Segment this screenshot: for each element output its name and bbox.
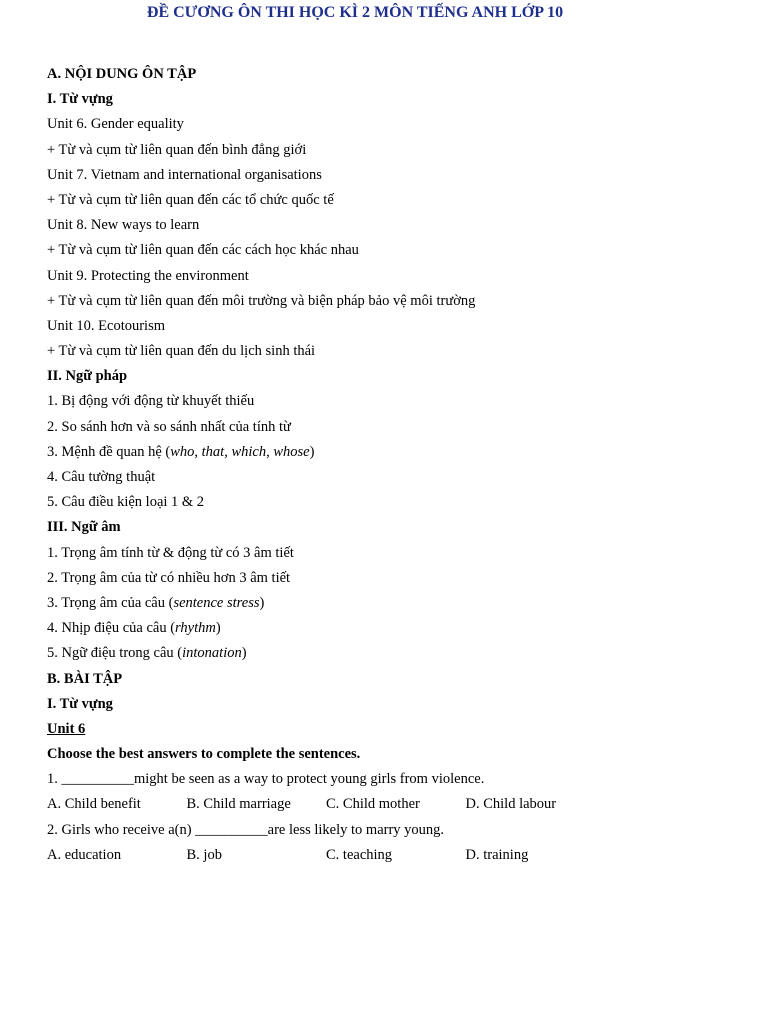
answer-option-d: D. training xyxy=(465,846,529,863)
grammar-item: 5. Câu điều kiện loại 1 & 2 xyxy=(47,494,205,511)
phonetics-item-text: 4. Nhịp điệu của câu ( xyxy=(47,620,176,637)
unit-description: + Từ và cụm từ liên quan đến môi trường và biện pháp bảo vệ môi trường xyxy=(47,292,476,309)
phonetics-item-term: sentence stress xyxy=(173,594,260,611)
answer-options xyxy=(47,792,737,817)
unit-title: Unit 8. New ways to learn xyxy=(47,217,200,234)
vocab-heading: I. Từ vựng xyxy=(47,91,113,108)
question-text: 2. Girls who receive a(n) __________are less likely to marry young. xyxy=(47,821,445,838)
grammar-item-example: who, that, which, whose xyxy=(170,443,310,460)
phonetics-item-term: intonation xyxy=(182,645,242,662)
grammar-item xyxy=(47,440,737,465)
phonetics-item: 2. Trọng âm của từ có nhiều hơn 3 âm tiết xyxy=(47,569,291,586)
answer-option-b: B. Child marriage xyxy=(186,796,291,813)
answer-option-c: C. Child mother xyxy=(326,796,420,813)
answer-option-d: D. Child labour xyxy=(465,796,557,813)
unit-label: Unit 6 xyxy=(47,720,86,737)
unit-title: Unit 9. Protecting the environment xyxy=(47,267,249,284)
phonetics-item-text: 3. Trọng âm của câu ( xyxy=(47,594,174,611)
phonetics-item-term: rhythm xyxy=(175,620,216,637)
exercise-instruction: Choose the best answers to complete the sentences. xyxy=(47,746,361,763)
answer-option-a: A. Child benefit xyxy=(47,796,141,813)
document-body xyxy=(47,62,737,868)
phonetics-item xyxy=(47,616,737,641)
unit-description: + Từ và cụm từ liên quan đến các cách học khác nhau xyxy=(47,242,359,259)
answer-options xyxy=(47,843,737,868)
phonetics-item xyxy=(47,641,737,666)
grammar-item-text: 3. Mệnh đề quan hệ ( xyxy=(47,443,171,460)
unit-title: Unit 10. Ecotourism xyxy=(47,317,166,334)
phonetics-item-text: ) xyxy=(241,645,247,662)
unit-description: + Từ và cụm từ liên quan đến du lịch sinh thái xyxy=(47,343,316,360)
phonetics-item-text: ) xyxy=(259,594,265,611)
unit-description: + Từ và cụm từ liên quan đến bình đẳng giới xyxy=(47,141,307,158)
grammar-heading: II. Ngữ pháp xyxy=(47,368,128,385)
grammar-item-text: ) xyxy=(309,443,315,460)
unit-description: + Từ và cụm từ liên quan đến các tổ chức quốc tế xyxy=(47,191,334,208)
section-a-heading: A. NỘI DUNG ÔN TẬP xyxy=(47,66,197,82)
phonetics-item-text: 5. Ngữ điệu trong câu ( xyxy=(47,645,183,662)
answer-option-a: A. education xyxy=(47,846,122,863)
unit-title: Unit 7. Vietnam and international organisations xyxy=(47,166,322,183)
phonetics-heading: III. Ngữ âm xyxy=(47,519,121,536)
phonetics-item-text: ) xyxy=(215,620,221,637)
question-text: 1. __________might be seen as a way to protect young girls from violence. xyxy=(47,771,485,788)
document-title: ĐỀ CƯƠNG ÔN THI HỌC KÌ 2 MÔN TIẾNG ANH LỚP 10 xyxy=(146,4,564,21)
grammar-item: 4. Câu tường thuật xyxy=(47,469,156,485)
exercise-vocab-heading: I. Từ vựng xyxy=(47,695,113,712)
phonetics-item xyxy=(47,591,737,616)
unit-label-line xyxy=(47,717,737,742)
answer-option-c: C. teaching xyxy=(326,846,393,863)
unit-title: Unit 6. Gender equality xyxy=(47,116,184,133)
section-b-heading: B. BÀI TẬP xyxy=(47,670,123,687)
phonetics-item: 1. Trọng âm tính từ & động từ có 3 âm tiết xyxy=(47,544,294,561)
grammar-item: 1. Bị động với động từ khuyết thiếu xyxy=(47,393,255,410)
grammar-item: 2. So sánh hơn và so sánh nhất của tính từ xyxy=(47,418,291,435)
answer-option-b: B. job xyxy=(186,846,222,863)
